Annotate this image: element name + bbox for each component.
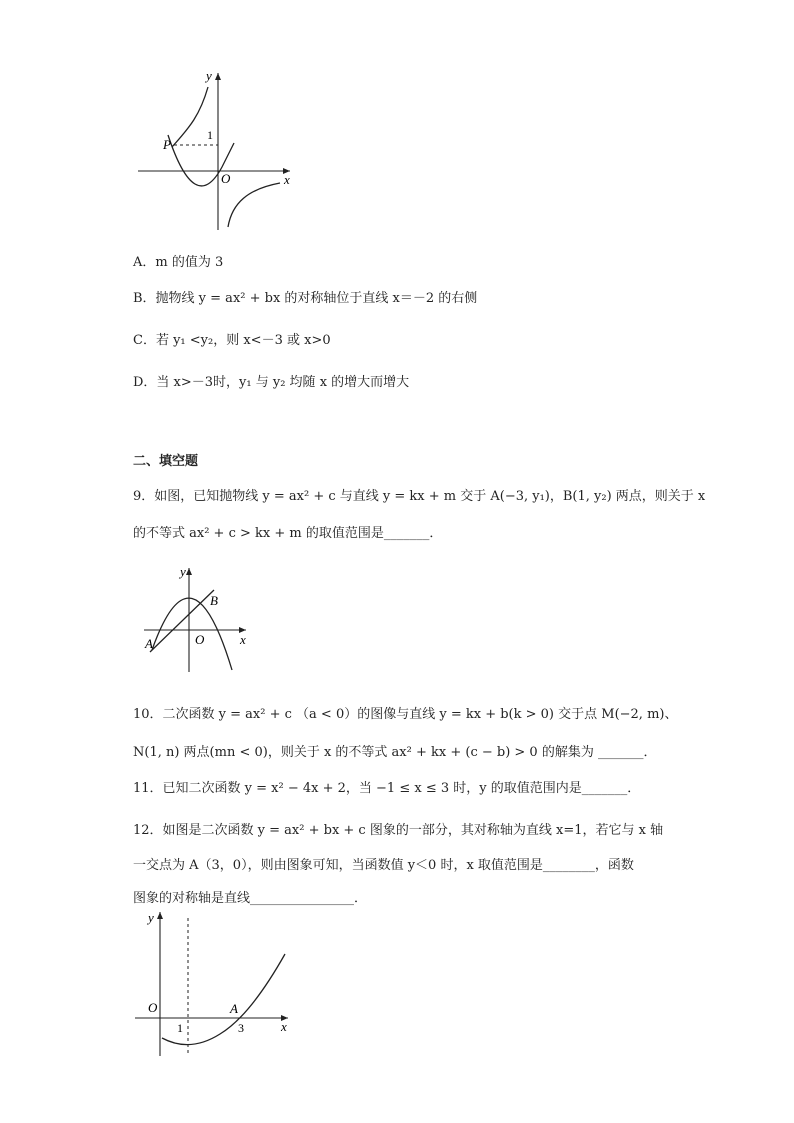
label-a: A	[145, 636, 153, 651]
q12-line3: 图象的对称轴是直线________________．	[133, 891, 368, 906]
figure-3-graph	[130, 906, 300, 1064]
q9-line2: 的不等式 ax² + c > kx + m 的取值范围是_______．	[133, 526, 443, 541]
label-x: x	[281, 1019, 287, 1034]
label-x: x	[284, 172, 290, 187]
q10-line2: N(1, n) 两点(mn < 0)，则关于 x 的不等式 ax² + kx + (c − b) > 0 的解集为 _______．	[133, 745, 657, 760]
section-title: 二、填空题	[133, 454, 199, 469]
q11: 11．已知二次函数 y = x² − 4x + 2，当 −1 ≤ x ≤ 3 时，y 的取值范围内是_______．	[133, 781, 641, 796]
option-b: B．抛物线 y = ax² + bx 的对称轴位于直线 x＝－2 的右侧	[133, 291, 478, 306]
label-y: y	[148, 910, 154, 925]
label-three: 3	[238, 1021, 244, 1035]
y-axis-arrow-icon	[186, 568, 192, 575]
label-y: y	[206, 68, 212, 83]
label-a: A	[230, 1001, 238, 1016]
y-axis-arrow-icon	[215, 73, 221, 80]
label-origin: O	[148, 1000, 158, 1015]
option-c: C．若 y₁ <y₂，则 x<－3 或 x>0	[133, 333, 331, 348]
label-y: y	[180, 564, 186, 579]
label-origin: O	[195, 632, 205, 647]
q9-line1: 9．如图，已知抛物线 y = ax² + c 与直线 y = kx + m 交于 A(−3, y₁)，B(1, y₂) 两点，则关于 x	[133, 489, 706, 504]
q10-line1: 10．二次函数 y = ax² + c （a < 0）的图像与直线 y = kx + b(k > 0) 交于点 M(−2, m)、	[133, 707, 678, 722]
y-axis-arrow-icon	[157, 912, 163, 919]
q12-line1: 12．如图是二次函数 y = ax² + bx + c 图象的一部分，其对称轴为直线 x=1，若它与 x 轴	[133, 823, 664, 838]
label-b: B	[210, 593, 218, 608]
label-x: x	[240, 632, 246, 647]
option-a: A．m 的值为 3	[133, 255, 224, 270]
q12-line2: 一交点为 A（3，0），则由图象可知，当函数值 y＜0 时，x 取值范围是________，函数	[133, 858, 634, 873]
parabola-curve	[152, 598, 232, 670]
label-one: 1	[207, 128, 213, 142]
figure-2-graph	[140, 562, 255, 677]
figure-1-graph	[130, 65, 300, 240]
label-one: 1	[177, 1021, 183, 1035]
label-origin: O	[221, 171, 231, 186]
label-p: P	[163, 137, 171, 152]
hyperbola-right-branch	[228, 183, 280, 227]
hyperbola-left-branch	[172, 87, 208, 147]
option-d: D．当 x>－3时，y₁ 与 y₂ 均随 x 的增大而增大	[133, 375, 410, 390]
